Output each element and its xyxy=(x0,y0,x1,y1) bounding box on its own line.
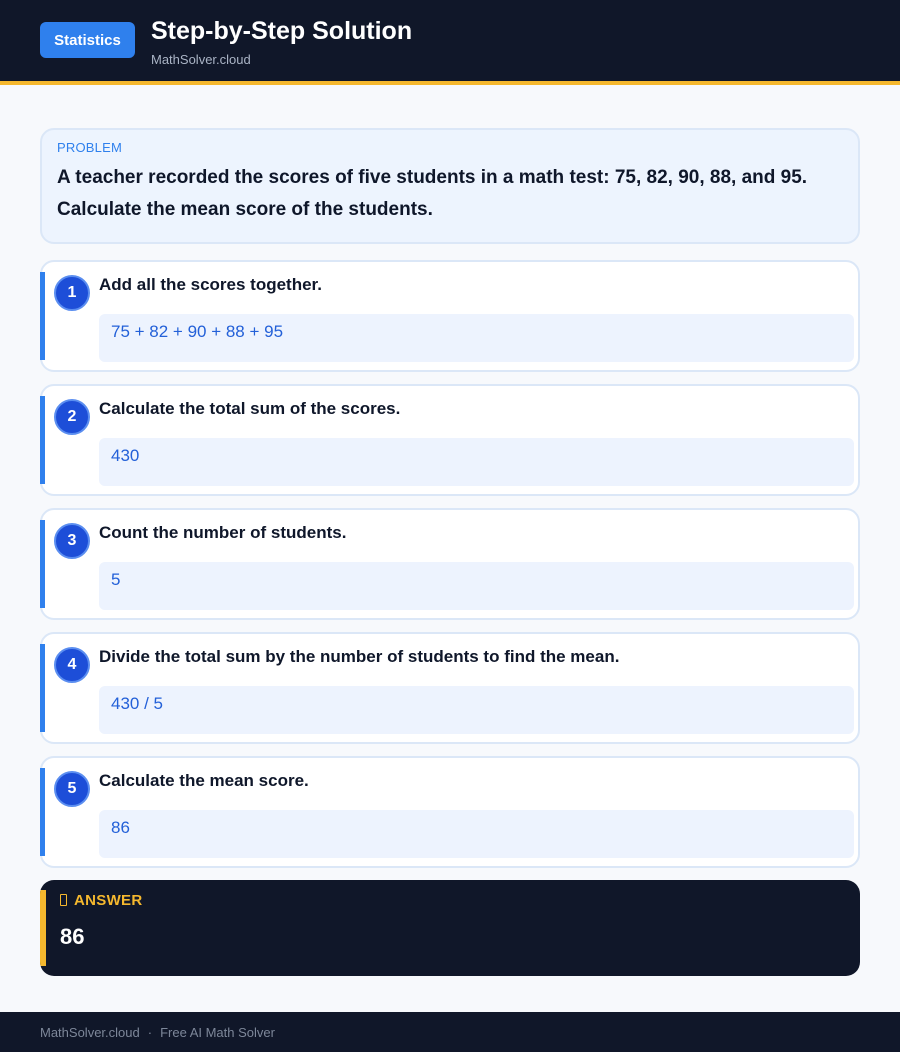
problem-card xyxy=(40,128,860,244)
answer-card xyxy=(40,880,860,976)
step-number: 5 xyxy=(54,771,90,807)
step-math: 430 / 5 xyxy=(99,686,854,734)
step-card-2 xyxy=(40,384,860,496)
step-title: Calculate the mean score. xyxy=(99,771,309,790)
step-number: 2 xyxy=(54,399,90,435)
clipboard-icon xyxy=(60,894,67,906)
step-math: 86 xyxy=(99,810,854,858)
step-accent-bar xyxy=(40,644,45,732)
step-number: 1 xyxy=(54,275,90,311)
step-number: 4 xyxy=(54,647,90,683)
step-title: Add all the scores together. xyxy=(99,275,322,294)
step-accent-bar xyxy=(40,768,45,856)
step-title: Calculate the total sum of the scores. xyxy=(99,399,401,418)
category-badge: Statistics xyxy=(40,22,135,58)
header xyxy=(0,0,900,85)
footer-site: MathSolver.cloud xyxy=(40,1024,140,1040)
answer-value: 86 xyxy=(60,924,85,949)
footer xyxy=(0,1012,900,1052)
step-accent-bar xyxy=(40,520,45,608)
step-card-5 xyxy=(40,756,860,868)
site-name: MathSolver.cloud xyxy=(151,52,251,67)
step-accent-bar xyxy=(40,396,45,484)
problem-text: A teacher recorded the scores of five students in a math test: 75, 82, 90, 88, and 95. Calculate the mean score of the students. xyxy=(57,167,808,220)
step-number: 3 xyxy=(54,523,90,559)
footer-tagline: Free AI Math Solver xyxy=(160,1024,275,1040)
footer-separator: · xyxy=(147,1024,153,1040)
step-title: Count the number of students. xyxy=(99,523,347,542)
step-accent-bar xyxy=(40,272,45,360)
step-title: Divide the total sum by the number of students to find the mean. xyxy=(99,647,620,666)
step-math: 75 + 82 + 90 + 88 + 95 xyxy=(99,314,854,362)
step-math: 5 xyxy=(99,562,854,610)
answer-label: ANSWER xyxy=(74,892,143,909)
problem-label: PROBLEM xyxy=(57,140,122,155)
answer-accent-bar xyxy=(40,890,46,966)
step-card-4 xyxy=(40,632,860,744)
step-card-3 xyxy=(40,508,860,620)
page-title: Step-by-Step Solution xyxy=(151,17,413,45)
step-card-1 xyxy=(40,260,860,372)
step-math: 430 xyxy=(99,438,854,486)
